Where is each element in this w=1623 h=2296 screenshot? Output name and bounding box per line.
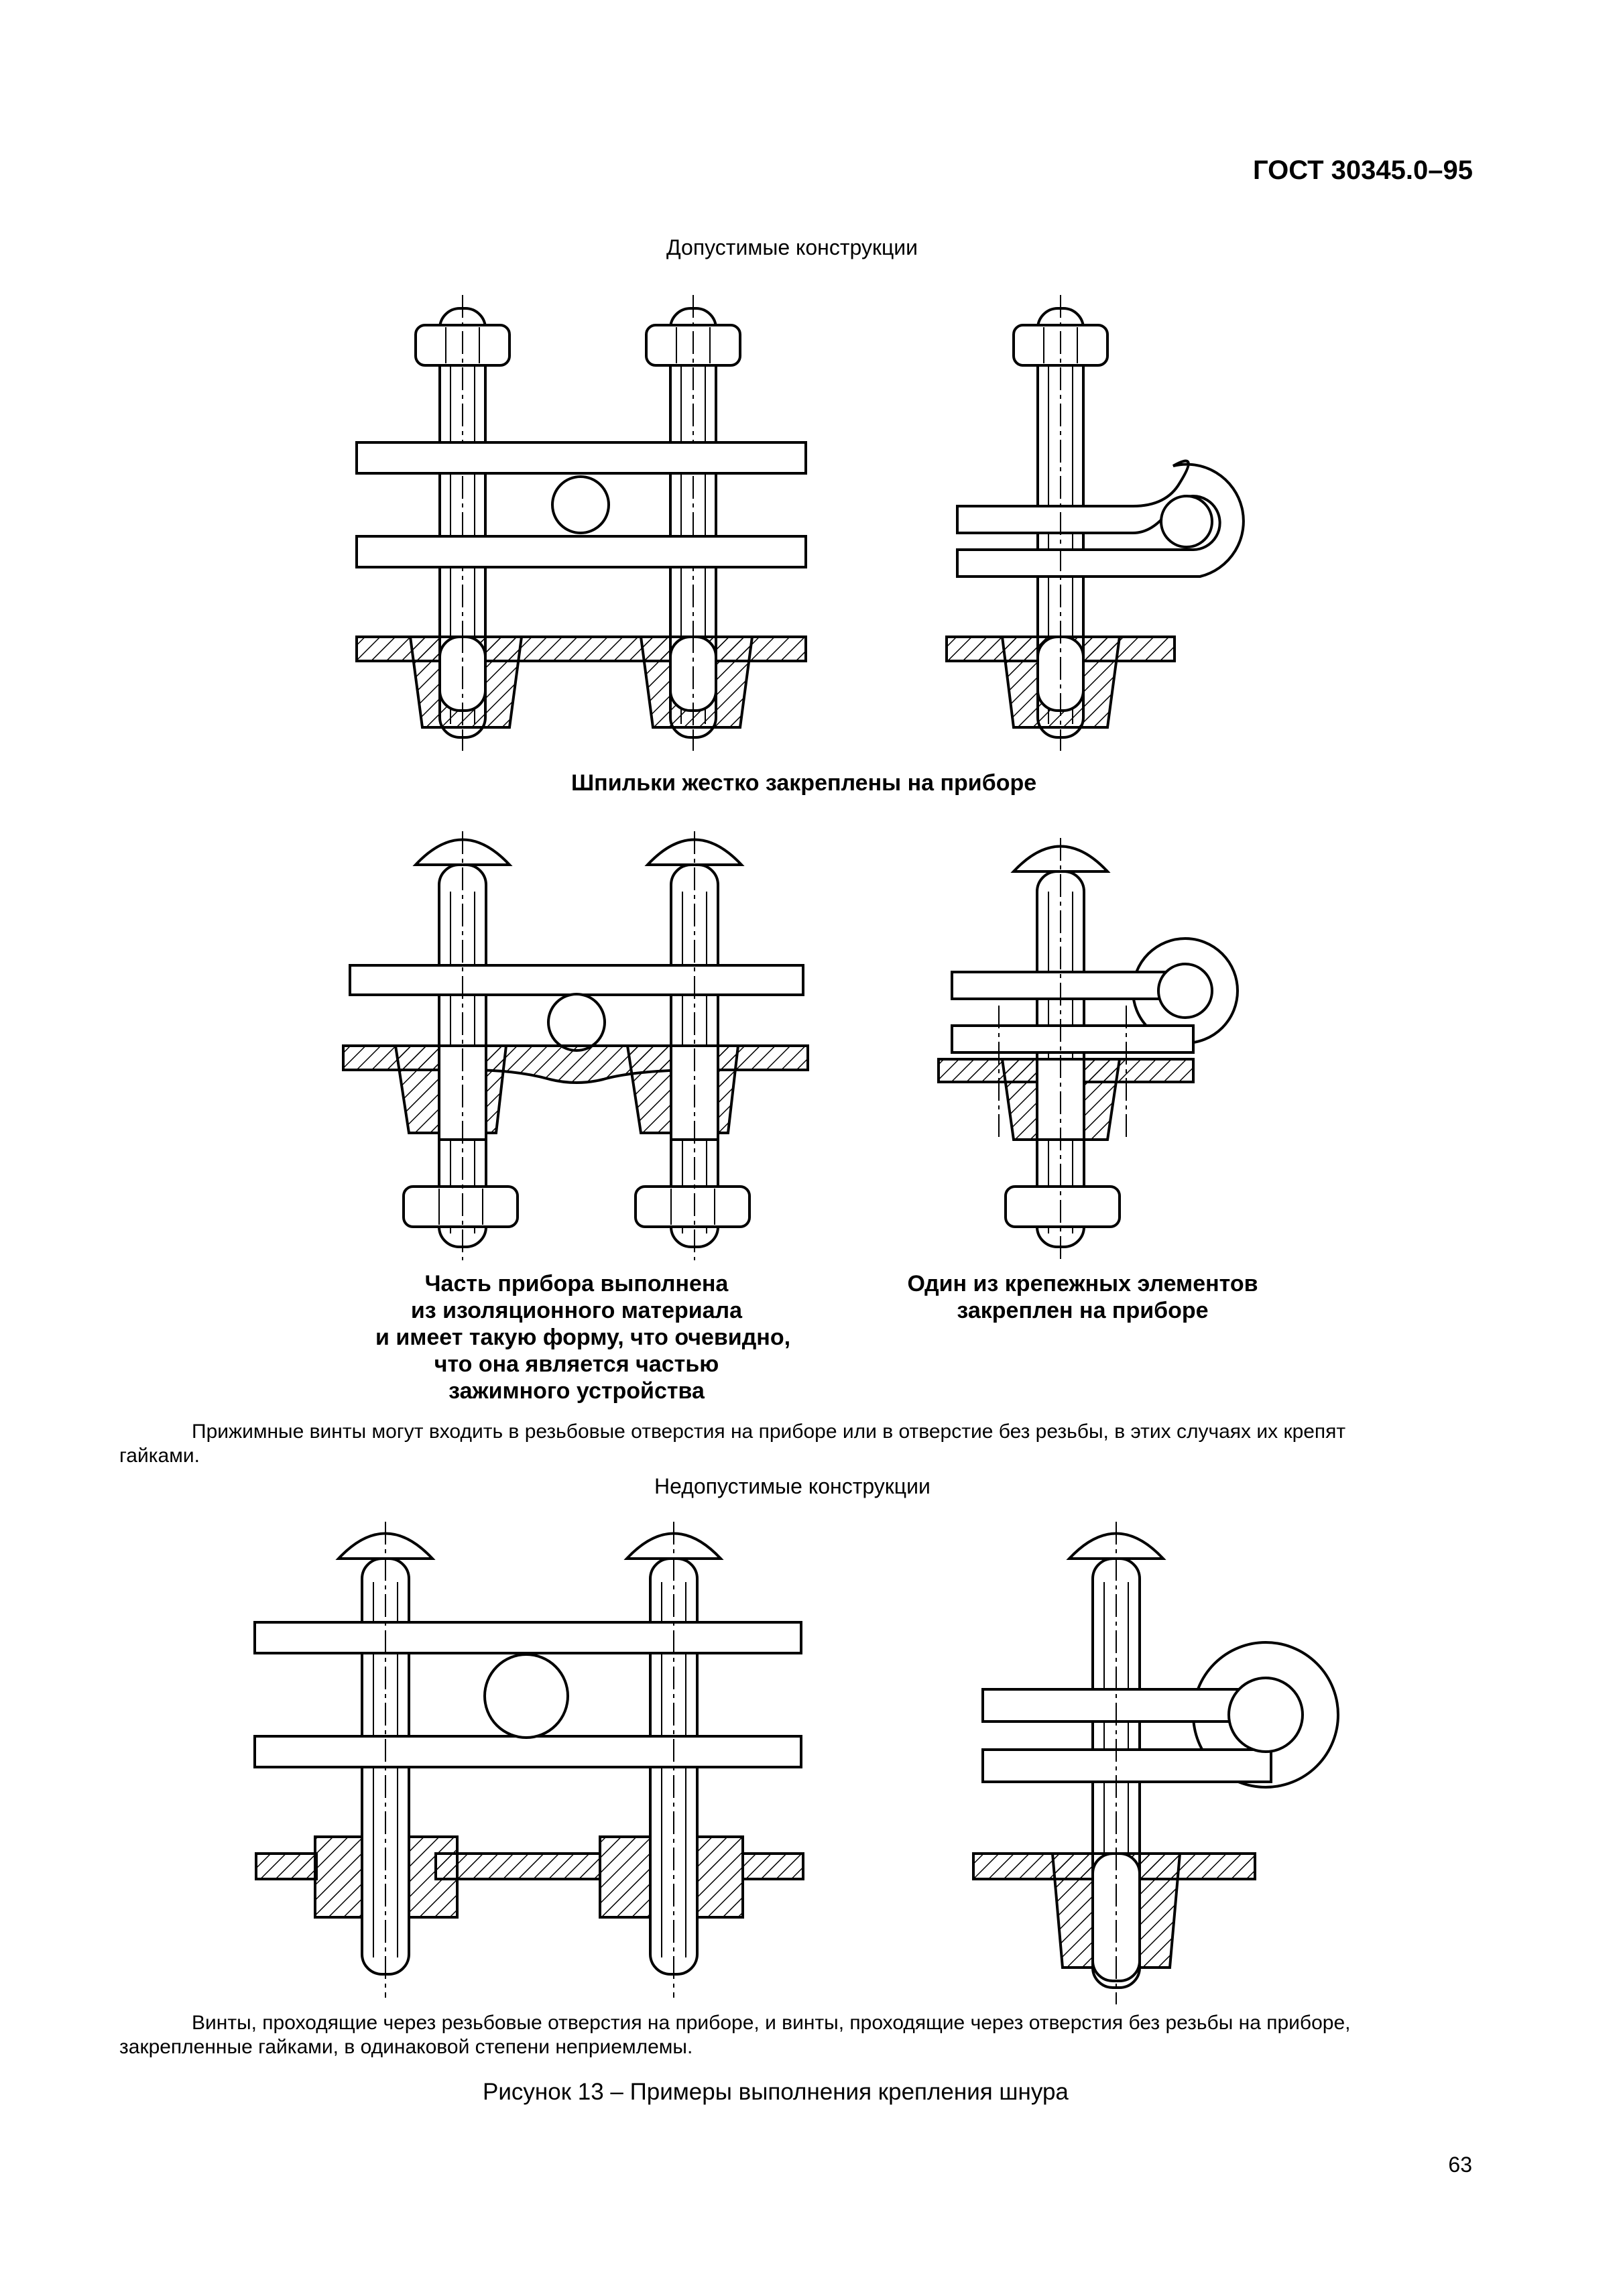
- figure-caption: Рисунок 13 – Примеры выполнения крепления шнура: [483, 2079, 1069, 2105]
- note-line: что она является частью: [434, 1351, 719, 1377]
- paragraph-clamping-screws: [119, 1420, 1345, 1468]
- note-line: зажимного устройства: [448, 1378, 705, 1404]
- note-line: Один из крепежных элементов: [907, 1271, 1258, 1296]
- drawing-screw-fixed-element: [939, 838, 1238, 1260]
- drawing-screw-insulating-part: [343, 831, 808, 1260]
- drawing-impermissible-loop: [973, 1522, 1338, 2004]
- section1-title: Допустимые конструкции: [666, 235, 918, 259]
- drawing-stud-cable-loop: [947, 295, 1244, 751]
- paragraph-line: закрепленные гайками, в одинаковой степени неприемлемы.: [119, 2036, 693, 2058]
- note-line: закреплен на приборе: [957, 1298, 1209, 1323]
- standard-header: ГОСТ 30345.0–95: [1252, 156, 1473, 185]
- paragraph-impermissible: [119, 2011, 1351, 2059]
- note-fixed-element: [888, 1270, 1277, 1324]
- paragraph-line: гайками.: [119, 1445, 200, 1467]
- section1-caption: Шпильки жестко закреплены на приборе: [571, 770, 1037, 796]
- note-insulating-part: [375, 1270, 791, 1404]
- section3-title: Недопустимые конструкции: [654, 1474, 930, 1498]
- note-line: Часть прибора выполнена: [424, 1271, 729, 1296]
- drawing-stud-double-plate: [357, 295, 806, 751]
- note-line: из изоляционного материала: [410, 1298, 743, 1323]
- note-line: и имеет такую форму, что очевидно,: [375, 1325, 791, 1350]
- paragraph-line: Прижимные винты могут входить в резьбовые отверстия на приборе или в отверстие без резьбы, в этих случаях их крепят: [192, 1421, 1346, 1443]
- drawing-impermissible-screw-nuts: [255, 1522, 803, 1998]
- paragraph-line: Винты, проходящие через резьбовые отверстия на приборе, и винты, проходящие через отверстия без резьбы на приборе,: [192, 2012, 1351, 2034]
- page-number: 63: [1448, 2153, 1472, 2177]
